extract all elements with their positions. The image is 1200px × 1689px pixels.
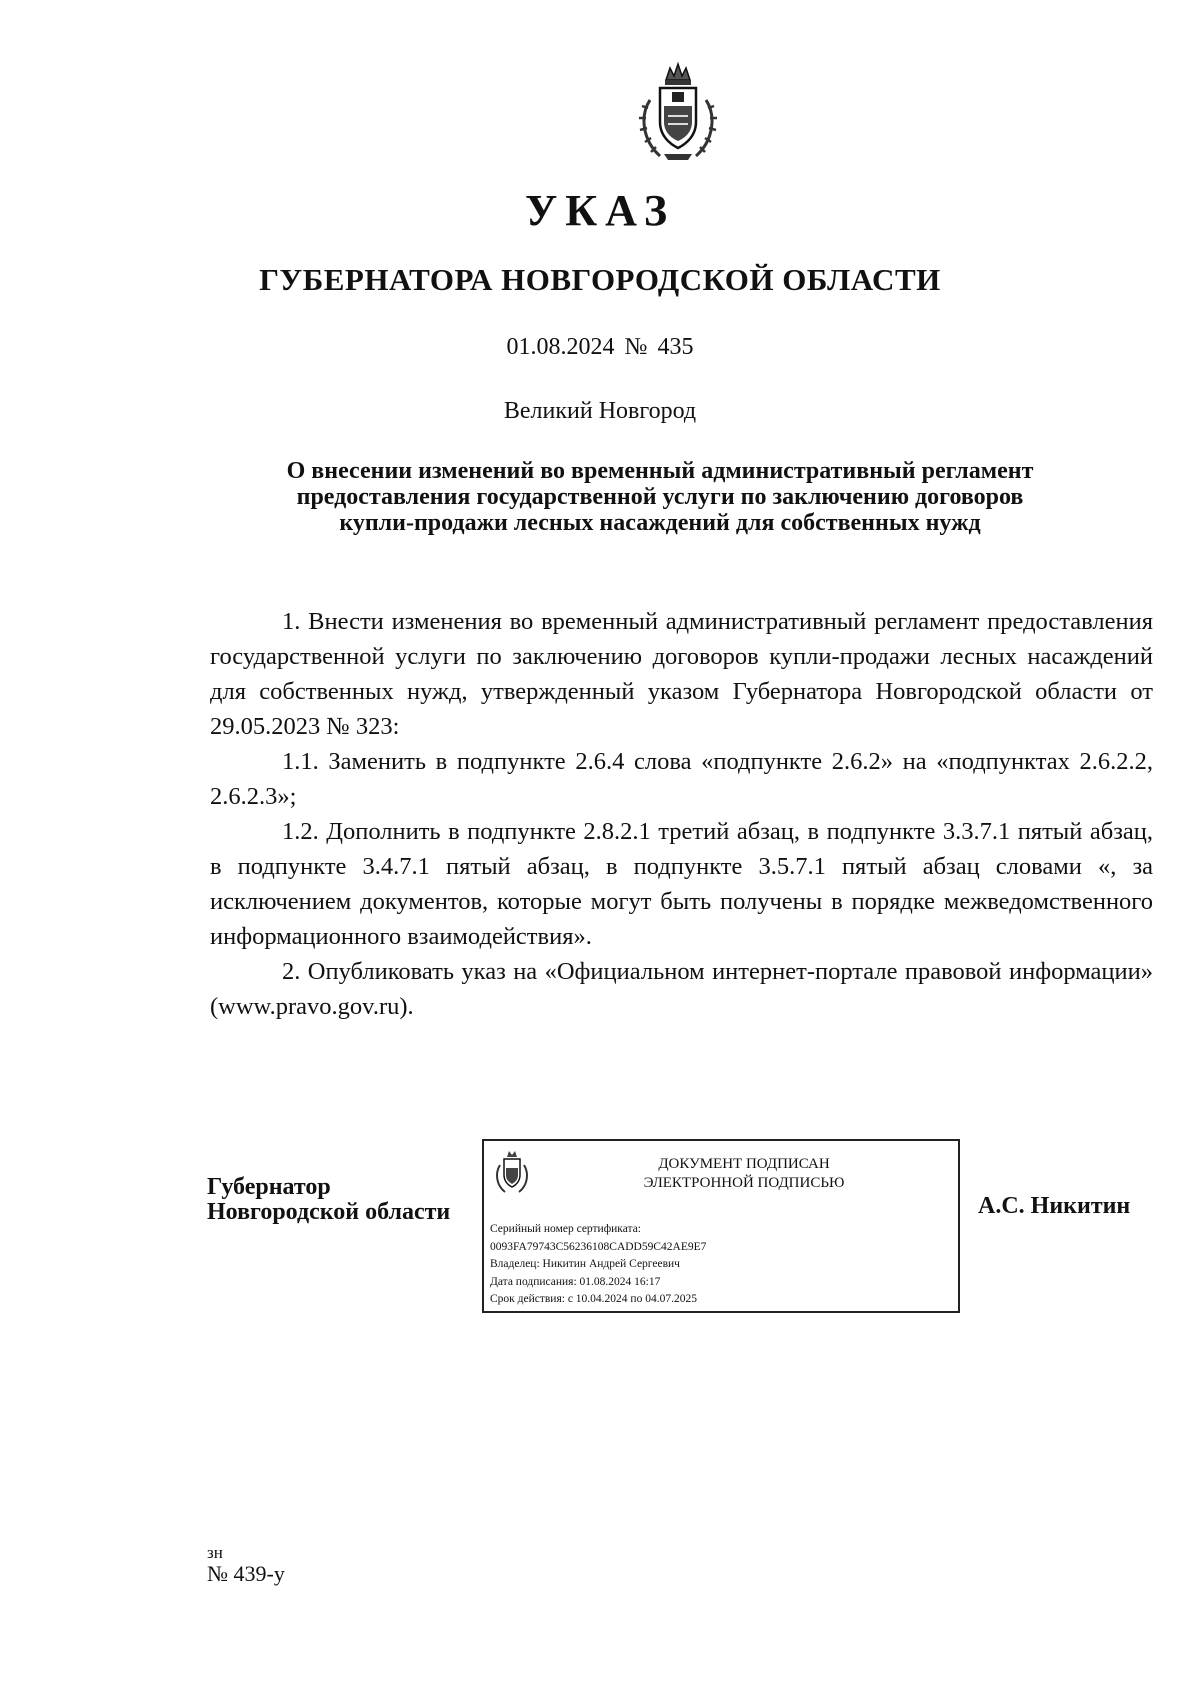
stamp-header-line: ЭЛЕКТРОННОЙ ПОДПИСЬЮ	[643, 1175, 845, 1191]
footer-registration	[207, 1544, 285, 1586]
date-number-line	[0, 334, 1200, 361]
number-sign: №	[624, 334, 648, 360]
position-line: Губернатор	[207, 1174, 331, 1200]
heading-line: предоставления государственной услуги по заключению договоров	[296, 484, 1024, 510]
document-date: 01.08.2024	[506, 334, 615, 360]
stamp-header-line: ДОКУМЕНТ ПОДПИСАН	[658, 1156, 830, 1172]
document-body	[210, 604, 1153, 1024]
cert-label: Серийный номер сертификата:	[490, 1223, 641, 1235]
document-type-title: УКАЗ	[524, 186, 676, 235]
cert-serial: 0093FA79743C56236108CADD59C42AE9E7	[490, 1240, 707, 1253]
document-heading	[210, 458, 1110, 536]
document-number: 435	[657, 334, 694, 360]
signed-date: Дата подписания: 01.08.2024 16:17	[490, 1275, 661, 1288]
position-line: Новгородской области	[207, 1199, 451, 1225]
coat-of-arms-icon	[630, 60, 726, 164]
signatory-position	[207, 1175, 450, 1225]
signatory-name: А.С. Никитин	[978, 1193, 1131, 1219]
issuer-title: ГУБЕРНАТОРА НОВГОРОДСКОЙ ОБЛАСТИ	[259, 262, 941, 297]
heading-line: купли-продажи лесных насаждений для собственных нужд	[339, 510, 981, 536]
coat-of-arms-icon	[492, 1149, 532, 1195]
stamp-header	[564, 1155, 924, 1193]
footer-code: зн	[207, 1543, 223, 1562]
cert-validity: Срок действия: с 10.04.2024 по 04.07.2025	[490, 1293, 697, 1305]
paragraph: 1.2. Дополнить в подпункте 2.8.2.1 третий абзац, в подпункте 3.3.7.1 пятый абзац, в подпункте 3.4.7.1 пятый абзац, в подпункте 3.5.7.1 пятый абзац словами «, за исключением документов, которые могут быть получены в порядке межведомственного информационного взаимодействия».	[210, 818, 1153, 950]
city: Великий Новгород	[503, 398, 697, 424]
cert-owner: Владелец: Никитин Андрей Сергеевич	[490, 1258, 680, 1270]
paragraph: 1.1. Заменить в подпункте 2.6.4 слова «подпункте 2.6.2» на «подпунктах 2.6.2.2, 2.6.2.3»;	[210, 748, 1153, 810]
heading-line: О внесении изменений во временный административный регламент	[286, 458, 1034, 484]
paragraph: 1. Внести изменения во временный административный регламент предоставления государственной услуги по заключению договоров купли-продажи лесных насаждений для собственных нужд, утвержденный указом Губернатора Новгородской области от 29.05.2023 № 323:	[210, 608, 1153, 740]
stamp-details	[490, 1221, 706, 1309]
footer-reg-number: № 439-у	[207, 1561, 285, 1586]
paragraph: 2. Опубликовать указ на «Официальном интернет-портале правовой информации» (www.pravo.gov.ru).	[210, 958, 1153, 1020]
electronic-signature-stamp	[482, 1139, 960, 1313]
